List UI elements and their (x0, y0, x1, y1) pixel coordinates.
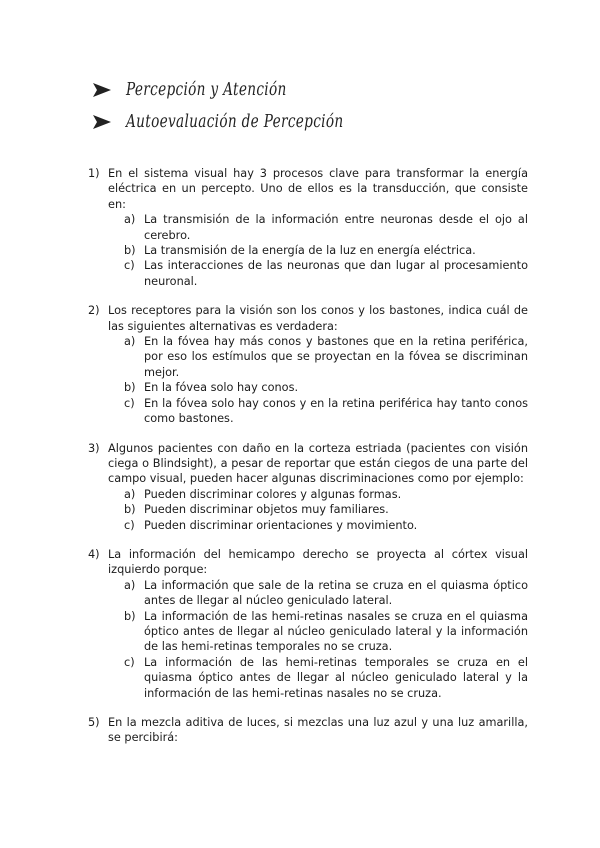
option-letter: a) (124, 213, 136, 227)
question-text: Los receptores para la visión son los conos y los bastones, indica cuál de las siguientes alternativas es verdadera: (108, 304, 528, 333)
option-letter: c) (124, 655, 135, 669)
option-letter: b) (124, 609, 136, 623)
question-item (88, 715, 528, 746)
option-text: Pueden discriminar colores y algunas formas. (144, 487, 402, 501)
option-list (124, 212, 528, 289)
arrowhead-bullet-icon (92, 114, 112, 130)
option-text: Pueden discriminar objetos muy familiares. (144, 503, 389, 517)
option-item (124, 518, 528, 533)
option-item (124, 258, 528, 289)
option-letter: c) (124, 259, 135, 273)
question-item (88, 441, 528, 533)
option-list (124, 334, 528, 426)
question-item (88, 303, 528, 426)
option-text: En la fóvea solo hay conos. (144, 381, 299, 395)
option-item (124, 487, 528, 502)
option-letter: a) (124, 335, 136, 349)
question-number: 5) (88, 716, 100, 729)
option-list (124, 578, 528, 701)
question-list (88, 166, 528, 760)
option-item (124, 212, 528, 243)
option-text: La transmisión de la energía de la luz en energía eléctrica. (144, 244, 476, 258)
option-text: La transmisión de la información entre neuronas desde el ojo al cerebro. (144, 213, 528, 242)
arrowhead-bullet-icon (92, 82, 112, 98)
heading-item (92, 74, 405, 106)
option-text: La información de las hemi-retinas nasales se cruza en el quiasma óptico antes de llegar al núcleo geniculado lateral y la información de las hemi-retinas temporales no se cruza. (144, 609, 528, 654)
question-number: 4) (88, 547, 100, 561)
option-text: Pueden discriminar orientaciones y movimiento. (144, 518, 418, 532)
question-number: 2) (88, 304, 100, 318)
option-item (124, 243, 528, 258)
section-headings (92, 74, 405, 138)
question-text: La información del hemicampo derecho se proyecta al córtex visual izquierdo porque: (108, 547, 528, 577)
question-number: 3) (88, 441, 100, 455)
heading-title: Autoevaluación de Percepción (126, 112, 344, 132)
option-letter: c) (124, 396, 135, 410)
option-item (124, 578, 528, 609)
option-item (124, 655, 528, 701)
heading-item (92, 106, 405, 138)
option-item (124, 502, 528, 517)
option-letter: a) (124, 578, 136, 592)
option-item (124, 609, 528, 655)
question-text: En la mezcla aditiva de luces, si mezclas una luz azul y una luz amarilla, se percibirá: (108, 716, 528, 745)
option-text: En la fóvea hay más conos y bastones que en la retina periférica, por eso los estímulos que se proyectan en la fóvea se discriminan mejor. (144, 335, 528, 379)
question-number: 1) (88, 167, 100, 180)
option-text: En la fóvea solo hay conos y en la retina periférica hay tanto conos como bastones. (144, 396, 528, 426)
option-letter: a) (124, 487, 136, 501)
question-item (88, 166, 528, 289)
option-text: La información de las hemi-retinas temporales se cruza en el quiasma óptico antes de llegar al núcleo geniculado lateral y la información de las hemi-retinas nasales no se cruza. (144, 655, 528, 700)
option-text: Las interacciones de las neuronas que dan lugar al procesamiento neuronal. (144, 259, 528, 288)
question-item (88, 547, 528, 701)
option-letter: c) (124, 518, 135, 532)
option-item (124, 380, 528, 395)
option-text: La información que sale de la retina se cruza en el quiasma óptico antes de llegar al núcleo geniculado lateral. (144, 578, 528, 608)
option-list (124, 487, 528, 533)
heading-title: Percepción y Atención (126, 80, 287, 100)
option-letter: b) (124, 244, 136, 258)
option-letter: b) (124, 503, 136, 517)
option-letter: b) (124, 381, 136, 395)
option-item (124, 396, 528, 427)
option-item (124, 334, 528, 380)
question-text: En el sistema visual hay 3 procesos clave para transformar la energía eléctrica en un percepto. Uno de ellos es la transducción, que consiste en: (108, 167, 528, 211)
question-text: Algunos pacientes con daño en la corteza estriada (pacientes con visión ciega o Blindsight), a pesar de reportar que están ciegos de una parte del campo visual, pueden hacer algunas discriminaciones como por ejemplo: (108, 441, 528, 486)
